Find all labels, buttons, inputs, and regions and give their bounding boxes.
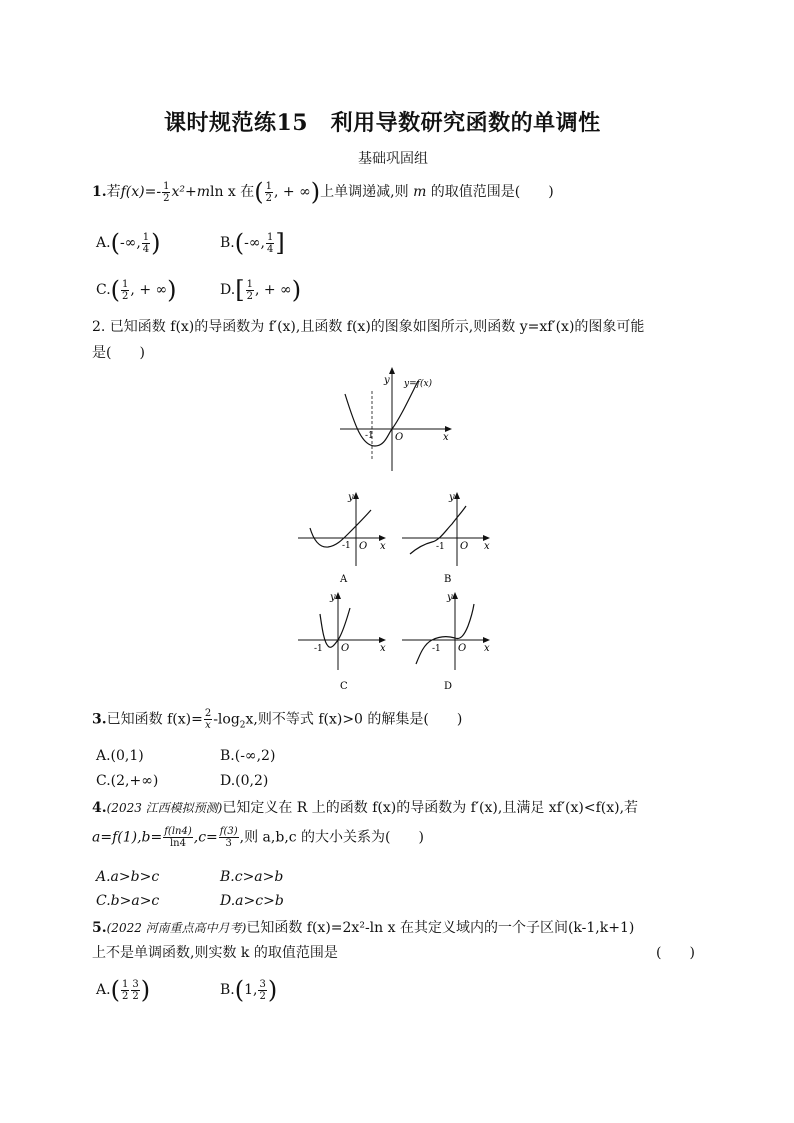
y-label: y: [384, 375, 390, 386]
q1-fraction: $\frac{1}{2}$: [163, 180, 170, 204]
graph-option-a: [298, 486, 393, 584]
question-2-line2: 是( ): [92, 345, 145, 361]
y-label: y: [447, 592, 453, 603]
page-title: 课时规范练15 利用导数研究函数的单调性: [164, 110, 601, 136]
section-heading: 基础巩固组: [358, 151, 428, 167]
graph-label: C: [340, 681, 348, 692]
q5-option-a: A.( $\frac{1}{2}$ $\frac{3}{2}$ ): [96, 976, 151, 1004]
curve-label: y=f(x): [404, 379, 433, 389]
q4-option-d: D.a>c>b: [220, 893, 284, 909]
question-number: 1.: [92, 184, 107, 200]
y-label: y: [348, 492, 354, 503]
question-5-line1: 5.(2022 河南重点高中月考)已知函数 f(x)=2x²-ln x 在其定义域内的一个子区间(k-1,k+1): [92, 920, 635, 936]
q3-option-c: C.(2,+∞): [96, 773, 159, 789]
q3-option-a: A.(0,1): [96, 748, 144, 764]
origin-label: O: [395, 432, 404, 443]
q1-text-c: 的取值范围是( ): [426, 184, 554, 200]
q1-option-b: B.(-∞, $\frac{1}{4}$ ]: [220, 229, 285, 257]
q1-range-fraction: $\frac{1}{2}$: [265, 180, 273, 204]
question-3: 3.已知函数 f(x)= $\frac{2}{x}$ $-\log_2x$,则不等式 f(x)>0 的解集是( ): [92, 708, 463, 731]
origin-label: O: [341, 643, 350, 654]
origin-label: O: [458, 643, 467, 654]
graph-label: A: [340, 574, 348, 584]
question-4-line2: a=f(1),b= $\frac{f(\ln 4)}{\ln 4}$ ,c= $\frac{f(3)}{3}$ ,则 a,b,c 的大小关系为( ): [92, 826, 424, 849]
q1-option-d: D.[ $\frac{1}{2}$ , + ∞): [220, 276, 302, 304]
q1-in: 在: [240, 184, 255, 200]
x-label: x: [484, 541, 490, 552]
question-2-line1: 2. 已知函数 f(x)的导函数为 f′(x),且函数 f(x)的图象如图所示,则函数 y=xf′(x)的图象可能: [92, 319, 645, 335]
q1-x2: x²+m: [171, 184, 210, 200]
tick-label: -1: [314, 644, 323, 654]
graph-label: B: [444, 574, 452, 584]
q4-option-b: B.c>a>b: [220, 869, 284, 885]
tick-label: -1: [342, 541, 351, 551]
tick-label: -1: [432, 644, 441, 654]
q4-option-a: A.a>b>c: [96, 869, 160, 885]
q5-option-b: B.(1, $\frac{3}{2}$ ): [220, 976, 278, 1004]
tick-label: -1: [365, 431, 374, 441]
q3-option-d: D.(0,2): [220, 773, 269, 789]
question-4-line1: 4.(2023 江西模拟预测)已知定义在 R 上的函数 f(x)的导函数为 f′(x),且满足 xf′(x)<f(x),若: [92, 800, 639, 816]
main-function-graph: [340, 366, 460, 471]
y-label: y: [330, 592, 336, 603]
q3-option-b: B.(-∞,2): [220, 748, 276, 764]
q4-option-c: C.b>a>c: [96, 893, 160, 909]
q1-ln: ln x: [209, 184, 236, 200]
graph-option-d: [402, 586, 497, 692]
x-label: x: [380, 541, 386, 552]
graph-option-b: [402, 486, 497, 584]
q1-option-c: C.( $\frac{1}{2}$ , + ∞): [96, 276, 177, 304]
q1-m: m: [413, 184, 427, 200]
x-label: x: [443, 432, 449, 443]
origin-label: O: [460, 541, 469, 552]
q1-text-a: 若: [106, 184, 121, 200]
q1-function: f(x)=-: [120, 184, 162, 200]
tick-label: -1: [436, 542, 445, 552]
graph-label: D: [444, 681, 453, 692]
question-5-answer-paren: ( ): [656, 945, 695, 961]
curve: [345, 381, 418, 446]
q1-range-rest: , + ∞: [274, 184, 311, 200]
q1-option-a: A.(-∞, $\frac{1}{4}$ ): [96, 229, 161, 257]
graph-option-c: [298, 586, 393, 692]
origin-label: O: [359, 541, 368, 552]
x-label: x: [484, 643, 490, 654]
question-1: 1.若f(x)=- $\frac{1}{2}$ x²+mln x 在( $\frac{1}{2}$ , + ∞)上单调递减,则 m 的取值范围是( ): [92, 178, 554, 206]
q1-text-b: 上单调递减,则: [320, 184, 414, 200]
x-label: x: [380, 643, 386, 654]
question-5-line2: 上不是单调函数,则实数 k 的取值范围是: [92, 945, 338, 961]
y-label: y: [449, 492, 455, 503]
